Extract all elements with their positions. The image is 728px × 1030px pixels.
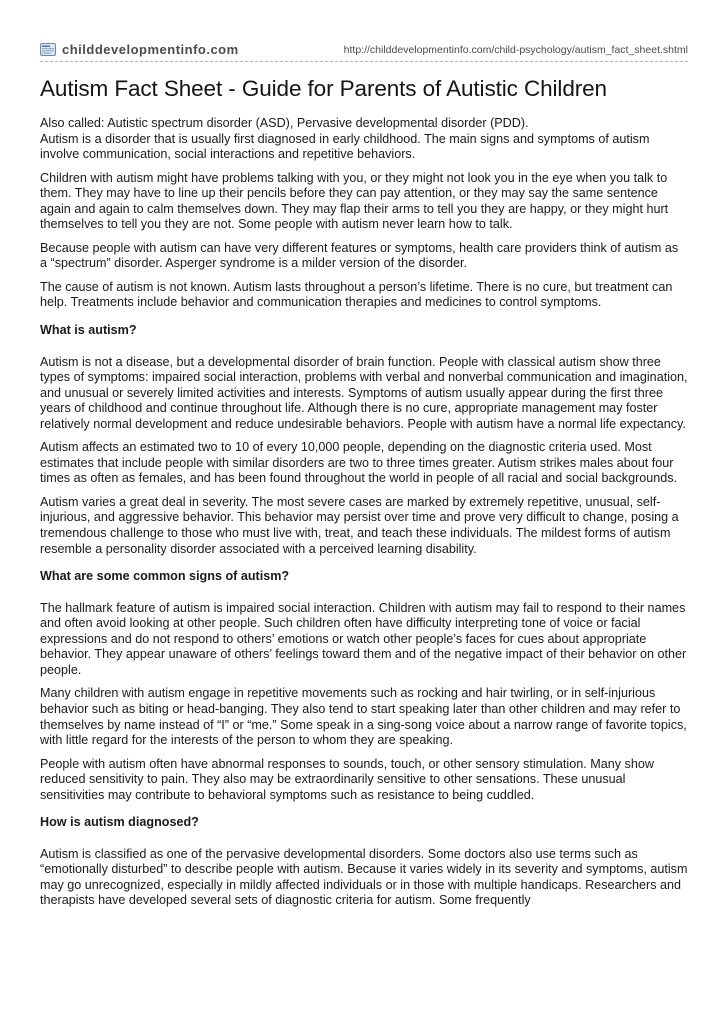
section-paragraph: Autism is classified as one of the pervasive developmental disorders. Some doctors also use terms such as “emotionally disturbed” to describe people with autism. Because it varies widely in its severity and symptoms, autism may go unrecognized, especially in mildly affected individuals or in those with multiple handicaps. Researchers and therapists have developed several sets of diagnostic criteria for autism. Some frequently — [40, 846, 688, 908]
page-header — [40, 40, 688, 62]
header-divider — [40, 61, 688, 62]
intro-paragraph: Autism is a disorder that is usually first diagnosed in early childhood. The main signs and symptoms of autism involve communication, social interactions and repetitive behaviors. — [40, 131, 650, 162]
intro-paragraph: The cause of autism is not known. Autism lasts throughout a person’s lifetime. There is no cure, but treatment can help. Treatments include behavior and communication therapies and medicines to control symptoms. — [40, 279, 673, 310]
section-paragraph: Autism affects an estimated two to 10 of every 10,000 people, depending on the diagnostic criteria used. Most estimates that include people with similar disorders are two to three times greater. Autism strikes males about four times as often as females, and has been found throughout the world in people of all racial and social backgrounds. — [40, 440, 678, 486]
section-heading-common-signs: What are some common signs of autism? — [40, 569, 290, 584]
section-paragraph: The hallmark feature of autism is impaired social interaction. Children with autism may fail to respond to their names and often avoid looking at other people. Such children often have difficulty interpreting tone of voice or facial expressions and do not respond to others’ emotions or watch other people’s faces for cues about appropriate behavior. They appear unaware of others’ feelings toward them and of the negative impact of their behavior on other people. — [40, 600, 687, 677]
section-paragraph: Many children with autism engage in repetitive movements such as rocking and hair twirling, or in self-injurious behavior such as biting or head-banging. They also tend to start speaking later than other children and may refer to themselves by name instead of “I” or “me.” Some speak in a sing-song voice about a narrow range of favorite topics, with little regard for the interests of the person to whom they are speaking. — [40, 686, 687, 748]
section-heading-what-is-autism: What is autism? — [40, 323, 137, 338]
intro-paragraph: Because people with autism can have very different features or symptoms, health care providers think of autism as a “spectrum” disorder. Asperger syndrome is a milder version of the disorder. — [40, 240, 679, 271]
article-body — [40, 116, 688, 917]
section-paragraph: Autism varies a great deal in severity. The most severe cases are marked by extremely repetitive, unusual, self-injurious, and aggressive behavior. This behavior may persist over time and prove very difficult to change, posing a tremendous challenge to those who must live with, treat, and teach these individuals. The mildest forms of autism resemble a personality disorder associated with a perceived learning disability. — [40, 494, 679, 556]
page-url[interactable]: http://childdevelopmentinfo.com/child-psychology/autism_fact_sheet.shtml — [343, 44, 688, 56]
section-heading-diagnosis: How is autism diagnosed? — [40, 815, 199, 830]
also-called: Also called: Autistic spectrum disorder (ASD), Pervasive developmental disorder (PDD). — [40, 116, 529, 130]
section-paragraph: People with autism often have abnormal responses to sounds, touch, or other sensory stimulation. Many show reduced sensitivity to pain. They also may be extraordinarily sensitive to other sensations. These unusual sensitivities may contribute to behavioral symptoms such as resistance to being cuddled. — [40, 756, 654, 802]
intro-paragraph: Children with autism might have problems talking with you, or they might not look you in the eye when you talk to them. They may have to line up their pencils before they can pay attention, or they may say the same sentence again and again to calm themselves down. They may flap their arms to tell you they are happy, or they might hurt themselves to tell you they are not. Some people with autism never learn how to talk. — [40, 170, 669, 232]
site-name[interactable]: childdevelopmentinfo.com — [62, 42, 239, 57]
site-logo-icon — [40, 43, 56, 56]
section-paragraph: Autism is not a disease, but a developmental disorder of brain function. People with classical autism show three types of symptoms: impaired social interaction, problems with verbal and nonverbal communication and imagination, and unusual or severely limited activities and interests. Symptoms of autism usually appear during the first three years of childhood and continue throughout life. Although there is no cure, appropriate management may foster relatively normal development and reduce undesirable behaviors. People with autism have a normal life expectancy. — [40, 354, 688, 431]
page-title: Autism Fact Sheet - Guide for Parents of Autistic Children — [40, 76, 607, 101]
